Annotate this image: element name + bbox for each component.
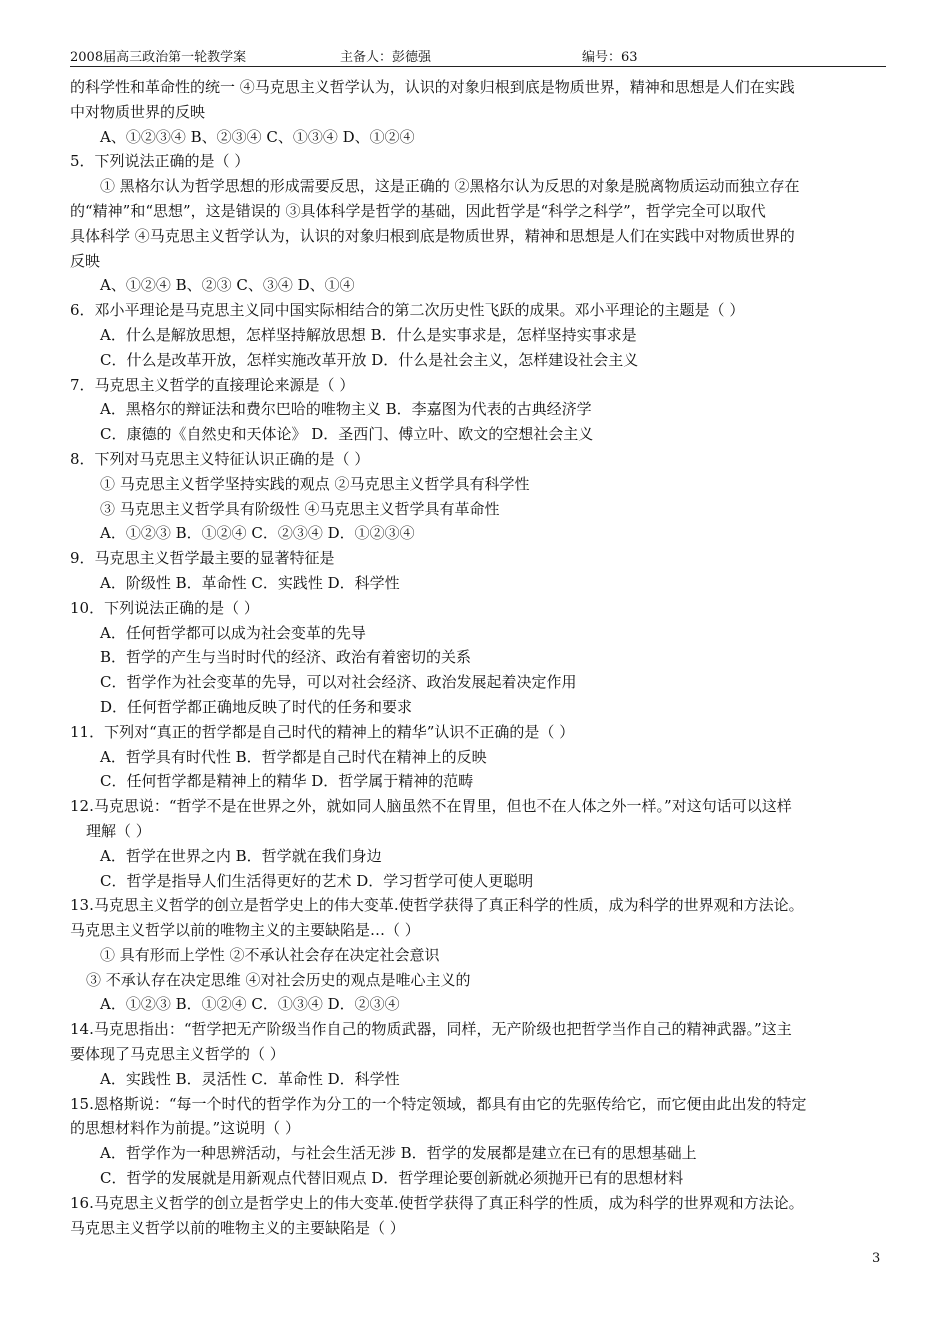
text-line: C．什么是改革开放，怎样实施改革开放 D．什么是社会主义，怎样建设社会主义 (100, 350, 639, 369)
text-line: C．哲学作为社会变革的先导，可以对社会经济、政治发展起着决定作用 (100, 673, 577, 692)
text-line: A．实践性 B．灵活性 C．革命性 D．科学性 (100, 1069, 400, 1088)
text-line: A．什么是解放思想，怎样坚持解放思想 B．什么是实事求是，怎样坚持实事求是 (100, 325, 637, 344)
text-line: A．哲学具有时代性 B．哲学都是自己时代在精神上的反映 (100, 747, 487, 766)
text-line: ③ 不承认存在决定思维 ④对社会历史的观点是唯心主义的 (86, 970, 471, 989)
text-line: A．哲学在世界之内 B．哲学就在我们身边 (100, 846, 382, 865)
text-line: 14.马克思指出：“哲学把无产阶级当作自己的物质武器，同样，无产阶级也把哲学当作自己的精神武器。”这主 (70, 1020, 792, 1039)
page-header (70, 44, 886, 67)
text-line: 11．下列对“真正的哲学都是自己时代的精神上的精华”认识不正确的是（ ） (70, 722, 575, 741)
header-number: 编号：63 (582, 50, 638, 65)
text-line: 5．下列说法正确的是（ ） (70, 152, 250, 171)
text-line: 中对物质世界的反映 (70, 102, 206, 121)
text-line: ① 具有形而上学性 ②不承认社会存在决定社会意识 (100, 945, 440, 964)
text-line: 理解（ ） (86, 821, 151, 840)
text-line: A．黑格尔的辩证法和费尔巴哈的唯物主义 B．李嘉图为代表的古典经济学 (100, 400, 592, 419)
text-line: B．哲学的产生与当时时代的经济、政治有着密切的关系 (100, 648, 472, 667)
text-line: A．①②③ B．①②④ C．②③④ D．①②③④ (100, 524, 415, 543)
text-line: 马克思主义哲学以前的唯物主义的主要缺陷是…（ ） (70, 921, 420, 940)
document-body (70, 75, 886, 1240)
text-line: A．任何哲学都可以成为社会变革的先导 (100, 623, 366, 642)
text-line: A．①②③ B．①②④ C．①③④ D．②③④ (100, 995, 400, 1014)
text-line: 15.恩格斯说：“每一个时代的哲学作为分工的一个特定领域，都具有由它的先驱传给它，而它便由此出发的特定 (70, 1094, 807, 1113)
text-line: D．任何哲学都正确地反映了时代的任务和要求 (100, 697, 413, 716)
text-line: 反映 (70, 251, 101, 270)
text-line: 13.马克思主义哲学的创立是哲学史上的伟大变革.使哲学获得了真正科学的性质，成为科学的世界观和方法论。 (70, 896, 804, 915)
header-title: 2008届高三政治第一轮教学案 (70, 50, 247, 65)
text-line: C．任何哲学都是精神上的精华 D．哲学属于精神的范畴 (100, 772, 474, 791)
text-line: 马克思主义哲学以前的唯物主义的主要缺陷是（ ） (70, 1218, 405, 1237)
text-line: 的“精神”和“思想”，这是错误的 ③具体科学是哲学的基础，因此哲学是“科学之科学”，哲学完全可以取代 (70, 201, 766, 220)
text-line: 的科学性和革命性的统一 ④马克思主义哲学认为，认识的对象归根到底是物质世界，精神和思想是人们在实践 (70, 78, 795, 96)
text-line: C．康德的《自然史和天体论》 D．圣西门、傅立叶、欧文的空想社会主义 (100, 425, 594, 444)
text-line: A、①②④ B、②③ C、③④ D、①④ (100, 276, 355, 295)
text-line: ③ 马克思主义哲学具有阶级性 ④马克思主义哲学具有革命性 (100, 499, 500, 518)
text-line: A．阶级性 B．革命性 C．实践性 D．科学性 (100, 573, 400, 592)
header-author: 主备人：彭德强 (340, 50, 432, 65)
text-line: A、①②③④ B、②③④ C、①③④ D、①②④ (100, 127, 415, 146)
text-line: 8．下列对马克思主义特征认识正确的是（ ） (70, 449, 370, 468)
text-line: 6．邓小平理论是马克思主义同中国实际相结合的第二次历史性飞跃的成果。邓小平理论的主题是（ ） (70, 301, 745, 320)
text-line: A．哲学作为一种思辨活动，与社会生活无涉 B．哲学的发展都是建立在已有的思想基础上 (100, 1144, 697, 1163)
text-line: 的思想材料作为前提。”这说明（ ） (70, 1119, 300, 1138)
text-line: 具体科学 ④马克思主义哲学认为，认识的对象归根到底是物质世界，精神和思想是人们在实践中对物质世界的 (70, 226, 795, 245)
text-line: ① 黑格尔认为哲学思想的形成需要反思，这是正确的 ②黑格尔认为反思的对象是脱离物质运动而独立存在 (100, 177, 800, 196)
page-number: 3 (872, 1251, 881, 1266)
text-line: 10．下列说法正确的是（ ） (70, 598, 259, 617)
text-line: 7．马克思主义哲学的直接理论来源是（ ） (70, 375, 355, 394)
text-line: C．哲学的发展就是用新观点代替旧观点 D．哲学理论要创新就必须抛开已有的思想材料 (100, 1169, 684, 1188)
text-line: 9．马克思主义哲学最主要的显著特征是 (70, 549, 335, 568)
text-line: 16.马克思主义哲学的创立是哲学史上的伟大变革.使哲学获得了真正科学的性质，成为科学的世界观和方法论。 (70, 1193, 804, 1212)
text-line: 要体现了马克思主义哲学的（ ） (70, 1045, 285, 1064)
text-line: 12.马克思说：“哲学不是在世界之外，就如同人脑虽然不在胃里，但也不在人体之外一样。”对这句话可以这样 (70, 797, 792, 816)
text-line: ① 马克思主义哲学坚持实践的观点 ②马克思主义哲学具有科学性 (100, 474, 530, 493)
text-line: C．哲学是指导人们生活得更好的艺术 D．学习哲学可使人更聪明 (100, 871, 534, 890)
